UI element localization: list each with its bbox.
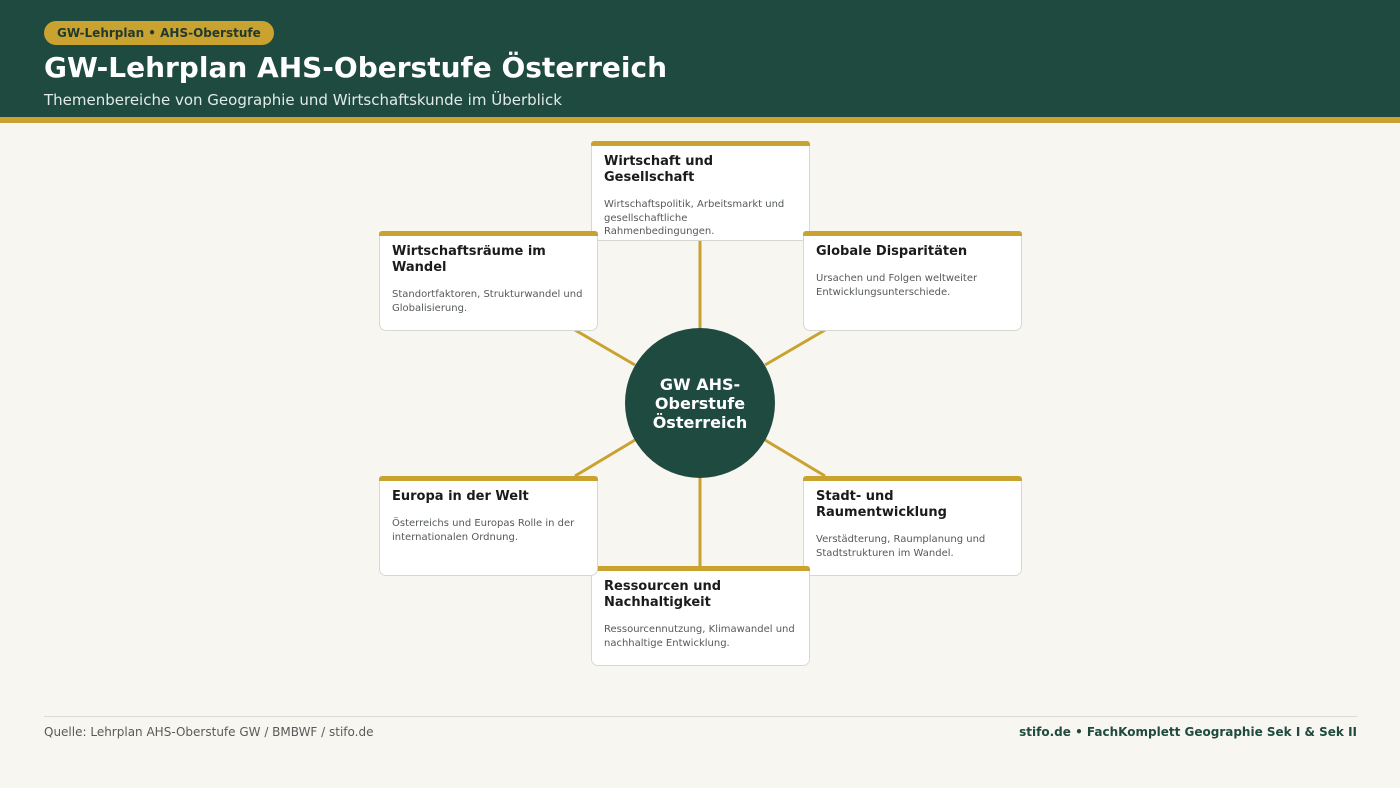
topic-title: Stadt- und Raumentwicklung — [816, 489, 947, 520]
footer-source: Quelle: Lehrplan AHS-Oberstufe GW / BMBWF / stifo.de — [44, 725, 374, 739]
topic-description: Österreichs und Europas Rolle in der internationalen Ordnung. — [392, 518, 575, 543]
topic-card-wirtschaftsraeume — [379, 231, 598, 331]
central-topic-node — [625, 328, 775, 478]
card-accent-bar — [803, 476, 1022, 481]
card-accent-bar — [591, 566, 810, 571]
topic-description: Standortfaktoren, Strukturwandel und Globalisierung. — [392, 289, 583, 314]
page-subtitle: Themenbereiche von Geographie und Wirtschaftskunde im Überblick — [44, 91, 562, 109]
central-topic-label: GW AHS-Oberstufe Österreich — [652, 374, 748, 432]
topic-card-wirtschaft-gesellschaft — [591, 141, 810, 241]
topic-title: Wirtschaftsräume im Wandel — [392, 244, 546, 275]
connector-bottom-left — [575, 440, 635, 476]
card-accent-bar — [379, 476, 598, 481]
topic-title: Europa in der Welt — [392, 489, 529, 504]
topic-card-europa-welt — [379, 476, 598, 576]
category-badge: GW-Lehrplan • AHS-Oberstufe — [44, 21, 274, 45]
footer-divider — [44, 716, 1357, 717]
page-title: GW-Lehrplan AHS-Oberstufe Österreich — [44, 51, 668, 84]
connector-top-right — [765, 330, 825, 365]
topic-description: Wirtschaftspolitik, Arbeitsmarkt und gesellschaftliche Rahmenbedingungen. — [604, 199, 785, 237]
footer-brand: stifo.de • FachKomplett Geographie Sek I & Sek II — [1019, 725, 1357, 739]
topic-card-ressourcen-nachhaltigkeit — [591, 566, 810, 666]
connector-bottom-right — [765, 440, 825, 476]
topic-description: Ressourcennutzung, Klimawandel und nachhaltige Entwicklung. — [604, 624, 795, 649]
connector-top-left — [575, 330, 635, 365]
topic-title: Wirtschaft und Gesellschaft — [604, 154, 714, 185]
topic-title: Globale Disparitäten — [816, 244, 968, 259]
card-accent-bar — [379, 231, 598, 236]
topic-description: Verstädterung, Raumplanung und Stadtstrukturen im Wandel. — [816, 534, 986, 559]
topic-card-stadt-raumentwicklung — [803, 476, 1022, 576]
topic-card-globale-disparitaeten — [803, 231, 1022, 331]
card-accent-bar — [803, 231, 1022, 236]
topic-description: Ursachen und Folgen weltweiter Entwicklungsunterschiede. — [816, 273, 978, 298]
card-accent-bar — [591, 141, 810, 146]
topic-title: Ressourcen und Nachhaltigkeit — [604, 579, 722, 610]
